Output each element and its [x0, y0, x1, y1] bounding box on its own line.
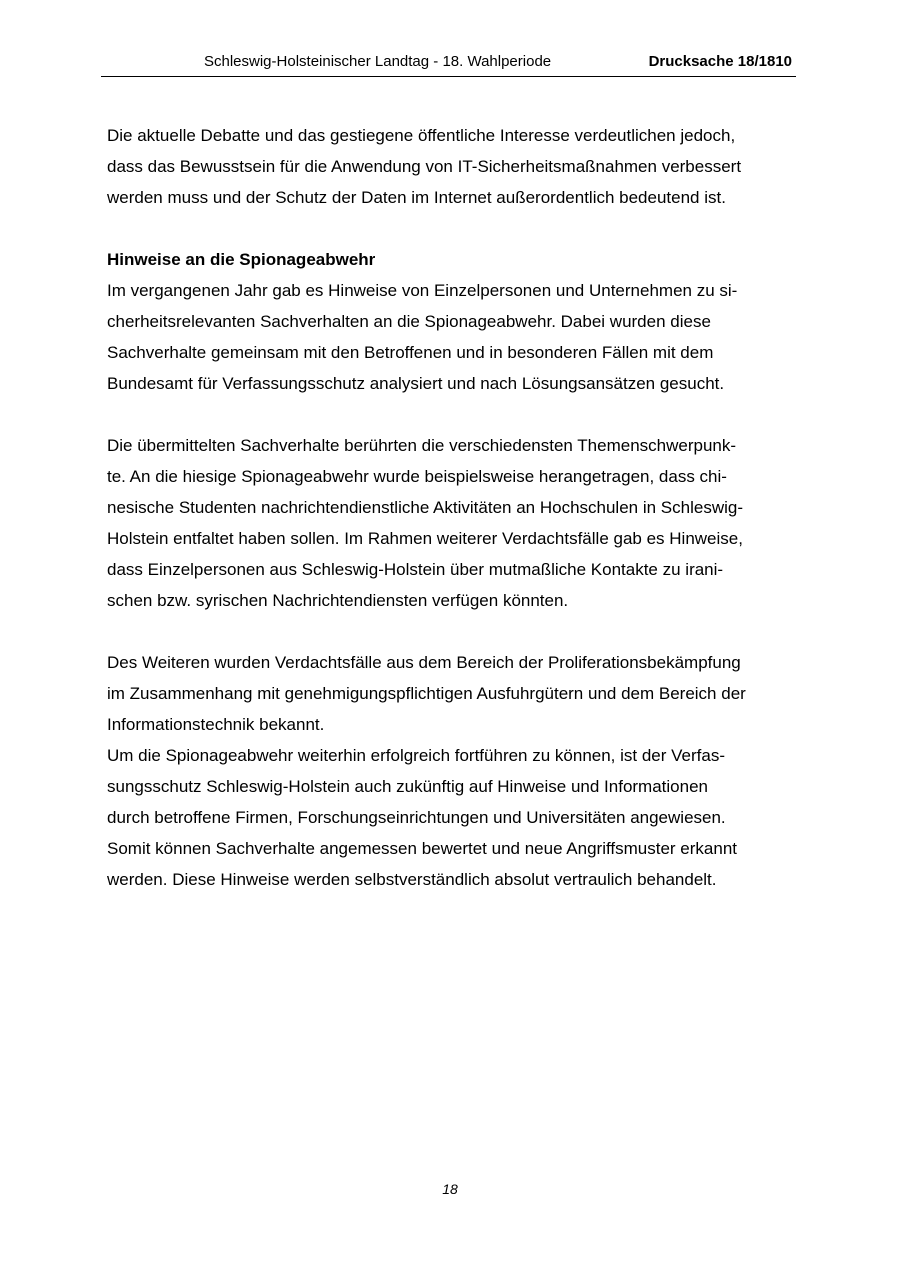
text-line: Informationstechnik bekannt. [107, 715, 325, 734]
text-line: durch betroffene Firmen, Forschungseinrichtungen und Universitäten angewiesen. [107, 808, 726, 827]
text-line: Holstein entfaltet haben sollen. Im Rahmen weiterer Verdachtsfälle gab es Hinweise, [107, 529, 743, 548]
text-line: Im vergangenen Jahr gab es Hinweise von Einzelpersonen und Unternehmen zu si- [107, 281, 738, 300]
text-line: im Zusammenhang mit genehmigungspflichtigen Ausfuhrgütern und dem Bereich der [107, 684, 746, 703]
text-line: Bundesamt für Verfassungsschutz analysiert und nach Lösungsansätzen gesucht. [107, 374, 725, 393]
text-line: werden muss und der Schutz der Daten im Internet außerordentlich bedeutend ist. [107, 188, 726, 207]
paragraph-sachverhalte [107, 430, 807, 616]
document-number: Drucksache 18/1810 [648, 53, 792, 70]
text-line: Des Weiteren wurden Verdachtsfälle aus dem Bereich der Proliferationsbekämpfung [107, 653, 741, 672]
text-line: dass Einzelpersonen aus Schleswig-Holstein über mutmaßliche Kontakte zu irani- [107, 560, 724, 579]
page-header [101, 50, 796, 77]
text-line: sungsschutz Schleswig-Holstein auch zukünftig auf Hinweise und Informationen [107, 777, 708, 796]
paragraph-closing [107, 740, 807, 895]
text-line: Die übermittelten Sachverhalte berührten die verschiedensten Themenschwerpunk- [107, 436, 737, 455]
paragraph-spacer [107, 213, 807, 244]
section-heading: Hinweise an die Spionageabwehr [107, 250, 376, 269]
header-title: Schleswig-Holsteinischer Landtag - 18. Wahlperiode [204, 53, 552, 70]
document-body [107, 120, 807, 895]
paragraph-spacer [107, 399, 807, 430]
paragraph-spacer [107, 616, 807, 647]
text-line: Sachverhalte gemeinsam mit den Betroffenen und in besonderen Fällen mit dem [107, 343, 714, 362]
paragraph-proliferation [107, 647, 807, 740]
text-line: dass das Bewusstsein für die Anwendung von IT-Sicherheitsmaßnahmen verbessert [107, 157, 742, 176]
text-line: schen bzw. syrischen Nachrichtendiensten verfügen könnten. [107, 591, 569, 610]
paragraph-hinweise [107, 275, 807, 399]
text-line: Somit können Sachverhalte angemessen bewertet und neue Angriffsmuster erkannt [107, 839, 738, 858]
text-line: Um die Spionageabwehr weiterhin erfolgreich fortführen zu können, ist der Verfas- [107, 746, 726, 765]
text-line: cherheitsrelevanten Sachverhalten an die Spionageabwehr. Dabei wurden diese [107, 312, 711, 331]
page-number: 18 [442, 1181, 458, 1197]
paragraph-intro [107, 120, 807, 213]
text-line: nesische Studenten nachrichtendienstliche Aktivitäten an Hochschulen in Schleswig- [107, 498, 743, 517]
text-line: werden. Diese Hinweise werden selbstverständlich absolut vertraulich behandelt. [107, 870, 717, 889]
text-line: Die aktuelle Debatte und das gestiegene öffentliche Interesse verdeutlichen jedoch, [107, 126, 736, 145]
text-line: te. An die hiesige Spionageabwehr wurde beispielsweise herangetragen, dass chi- [107, 467, 727, 486]
